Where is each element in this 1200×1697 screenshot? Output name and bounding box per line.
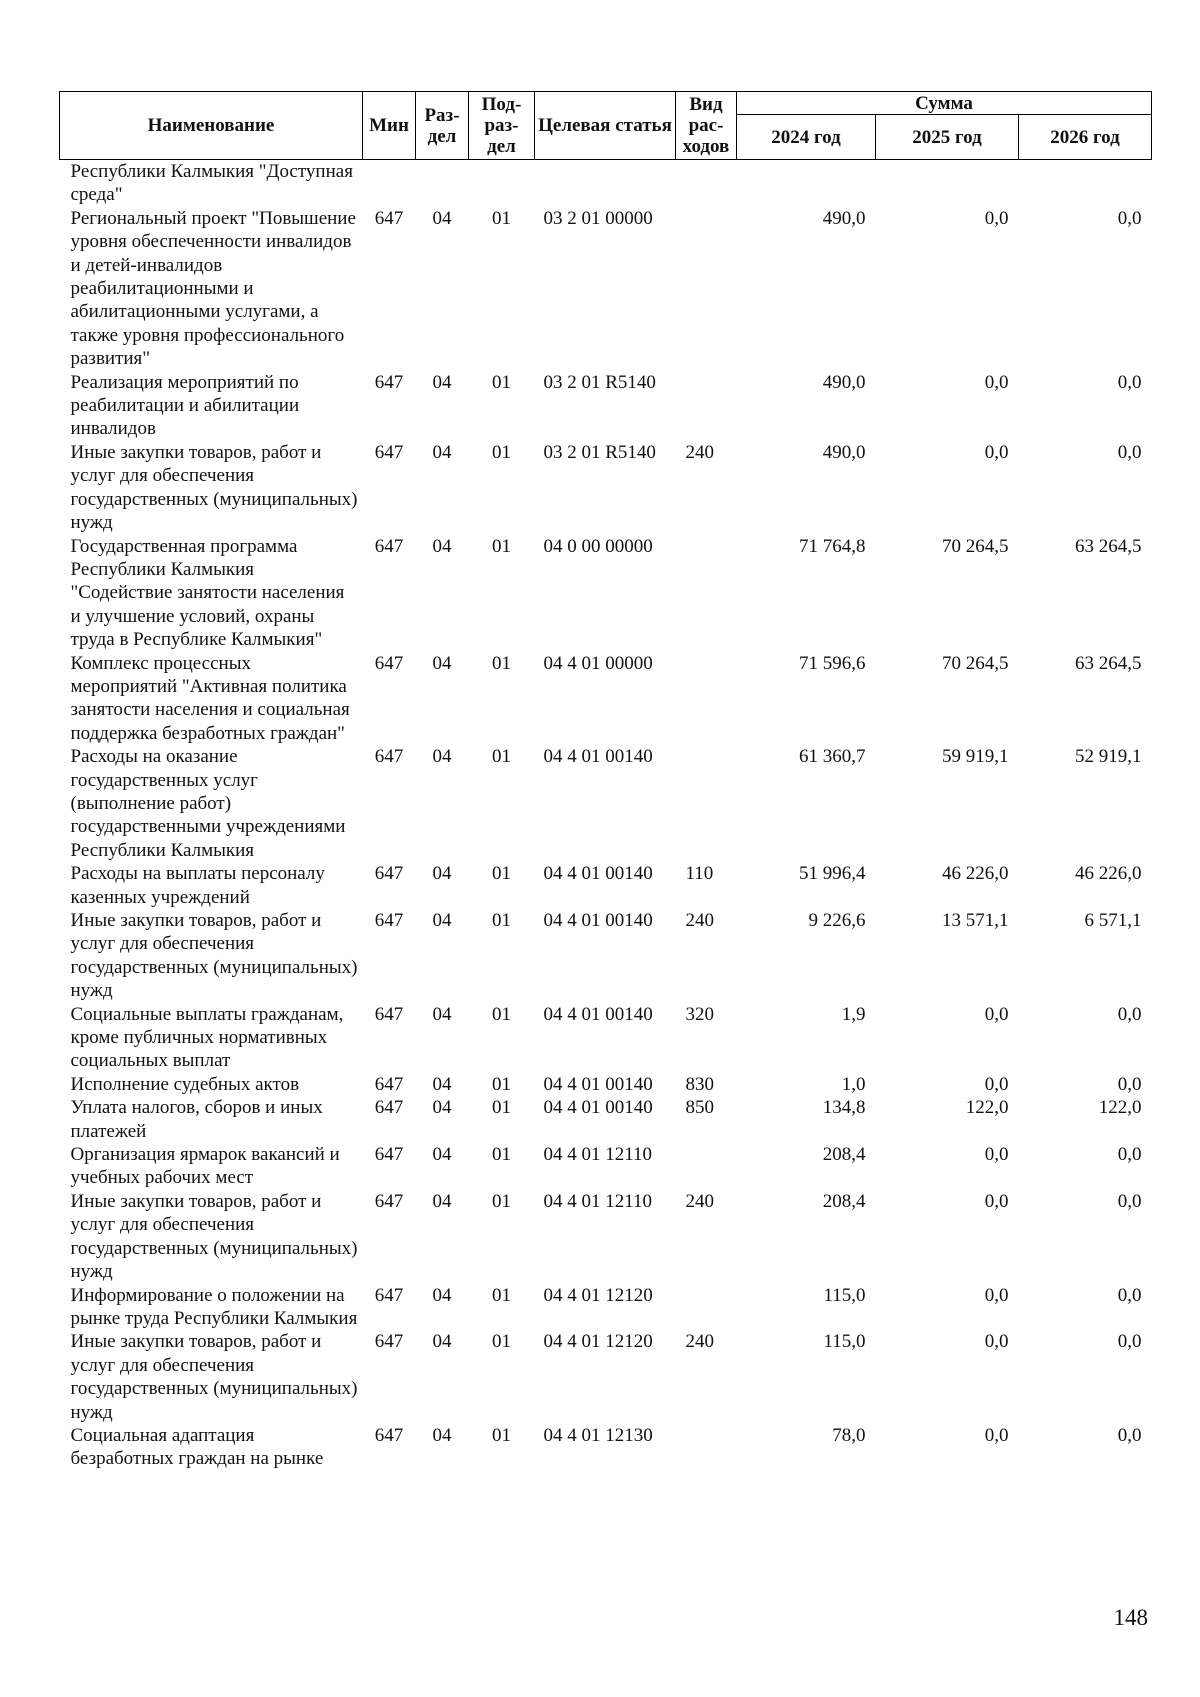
table-row bbox=[60, 160, 1152, 207]
cell-min: 647 bbox=[374, 535, 404, 557]
cell-min: 647 bbox=[374, 1284, 404, 1306]
cell-celevaya: 04 4 01 12130 bbox=[543, 1424, 653, 1446]
cell-name: Республики Калмыкия "Доступная среда" bbox=[70, 161, 353, 206]
table-row bbox=[60, 1424, 1152, 1471]
cell-2025: 13 571,1 bbox=[942, 910, 1009, 931]
cell-vid: 240 bbox=[685, 1331, 714, 1353]
table-row bbox=[60, 862, 1152, 909]
cell-2026: 46 226,0 bbox=[1075, 863, 1142, 885]
header-summa: Сумма bbox=[737, 92, 1152, 115]
cell-name: Расходы на оказание государственных услуг (выполнение работ) государственными учреждениями Республики Калмыкия bbox=[70, 746, 346, 861]
table-row bbox=[60, 1073, 1152, 1096]
cell-vid: 830 bbox=[685, 1073, 714, 1095]
cell-celevaya: 03 2 01 R5140 bbox=[543, 441, 656, 463]
cell-2024: 61 360,7 bbox=[799, 746, 866, 768]
cell-vid bbox=[676, 371, 737, 441]
cell-podrazdel: 01 bbox=[492, 910, 511, 931]
cell-2026: 63 264,5 bbox=[1075, 535, 1142, 557]
table-row bbox=[60, 535, 1152, 652]
cell-2026: 6 571,1 bbox=[1084, 910, 1142, 931]
cell-razdel: 04 bbox=[432, 652, 452, 674]
cell-min: 647 bbox=[374, 1424, 404, 1446]
cell-vid bbox=[676, 207, 737, 371]
table-row bbox=[60, 1330, 1152, 1424]
cell-vid bbox=[676, 652, 737, 746]
cell-2026: 0,0 bbox=[1117, 441, 1142, 463]
budget-table bbox=[59, 91, 1152, 1471]
header-name: Наименование bbox=[60, 92, 363, 160]
cell-podrazdel: 01 bbox=[492, 863, 511, 885]
cell-2024: 71 764,8 bbox=[799, 535, 866, 557]
cell-name: Региональный проект "Повышение уровня обеспеченности инвалидов и детей-инвалидов реабилитационными и абилитационными услугами, а также уровня профессионального развития" bbox=[70, 207, 356, 370]
cell-name: Социальные выплаты гражданам, кроме публичных нормативных социальных выплат bbox=[70, 1003, 344, 1072]
cell-podrazdel: 01 bbox=[492, 746, 511, 768]
cell-celevaya: 04 4 01 12110 bbox=[543, 1144, 653, 1166]
cell-celevaya: 04 4 01 12120 bbox=[543, 1284, 653, 1306]
cell-podrazdel bbox=[469, 160, 535, 207]
cell-podrazdel: 01 bbox=[492, 1073, 511, 1095]
table-row bbox=[60, 1143, 1152, 1190]
cell-2025: 0,0 bbox=[984, 1190, 1009, 1212]
cell-celevaya: 04 4 01 00140 bbox=[543, 1003, 653, 1025]
cell-2024 bbox=[737, 160, 876, 207]
cell-2025: 122,0 bbox=[965, 1097, 1009, 1119]
cell-min: 647 bbox=[374, 1097, 404, 1119]
cell-2025: 0,0 bbox=[984, 371, 1009, 393]
table-body bbox=[60, 160, 1152, 1471]
cell-2024: 208,4 bbox=[822, 1190, 866, 1212]
cell-min: 647 bbox=[374, 207, 404, 229]
cell-razdel: 04 bbox=[432, 1190, 452, 1212]
cell-2025: 0,0 bbox=[984, 1331, 1009, 1353]
cell-2024: 490,0 bbox=[822, 207, 866, 229]
cell-celevaya: 04 4 01 12110 bbox=[543, 1190, 653, 1212]
cell-2024: 71 596,6 bbox=[799, 652, 866, 674]
table-row bbox=[60, 1096, 1152, 1143]
cell-min: 647 bbox=[374, 1073, 404, 1095]
cell-min: 647 bbox=[374, 1190, 404, 1212]
cell-2024: 115,0 bbox=[823, 1284, 866, 1306]
cell-razdel: 04 bbox=[432, 207, 452, 229]
cell-2025: 70 264,5 bbox=[942, 535, 1009, 557]
cell-2025 bbox=[876, 160, 1019, 207]
cell-min: 647 bbox=[374, 746, 404, 768]
header-razdel: Раз- дел bbox=[416, 92, 469, 160]
cell-podrazdel: 01 bbox=[492, 1190, 511, 1212]
cell-min: 647 bbox=[374, 371, 404, 393]
cell-celevaya: 04 4 01 00140 bbox=[543, 1097, 653, 1119]
cell-podrazdel: 01 bbox=[492, 1331, 511, 1353]
cell-celevaya: 04 4 01 00140 bbox=[543, 910, 653, 931]
header-celevaya: Целевая статья bbox=[535, 92, 676, 160]
cell-name: Иные закупки товаров, работ и услуг для обеспечения государственных (муниципальных) нужд bbox=[70, 1331, 358, 1423]
cell-min: 647 bbox=[374, 1144, 404, 1166]
cell-2026: 63 264,5 bbox=[1075, 652, 1142, 674]
cell-2025: 0,0 bbox=[984, 1144, 1009, 1166]
cell-podrazdel: 01 bbox=[492, 1144, 511, 1166]
cell-name: Уплата налогов, сборов и иных платежей bbox=[70, 1097, 323, 1142]
cell-2024: 9 226,6 bbox=[808, 910, 866, 931]
cell-2025: 0,0 bbox=[984, 441, 1009, 463]
cell-vid bbox=[676, 160, 737, 207]
cell-podrazdel: 01 bbox=[492, 1097, 511, 1119]
cell-vid bbox=[676, 1284, 737, 1331]
cell-2026: 0,0 bbox=[1117, 1190, 1142, 1212]
cell-2026: 122,0 bbox=[1098, 1097, 1142, 1119]
cell-podrazdel: 01 bbox=[492, 1424, 511, 1446]
table-row bbox=[60, 745, 1152, 862]
cell-celevaya: 03 2 01 00000 bbox=[543, 207, 653, 229]
cell-name: Организация ярмарок вакансий и учебных рабочих мест bbox=[70, 1144, 340, 1189]
cell-razdel: 04 bbox=[432, 746, 452, 768]
cell-celevaya: 04 4 01 00140 bbox=[543, 863, 653, 885]
cell-2026: 0,0 bbox=[1117, 371, 1142, 393]
cell-razdel bbox=[416, 160, 469, 207]
cell-razdel: 04 bbox=[432, 910, 452, 931]
table-row bbox=[60, 1003, 1152, 1073]
cell-2024: 490,0 bbox=[822, 371, 866, 393]
cell-2024: 490,0 bbox=[822, 441, 866, 463]
cell-name: Иные закупки товаров, работ и услуг для обеспечения государственных (муниципальных) нужд bbox=[70, 910, 358, 1002]
header-year-2024: 2024 год bbox=[737, 115, 876, 160]
cell-razdel: 04 bbox=[432, 1424, 452, 1446]
cell-razdel: 04 bbox=[432, 371, 452, 393]
cell-2025: 46 226,0 bbox=[942, 863, 1009, 885]
cell-razdel: 04 bbox=[432, 1331, 452, 1353]
cell-podrazdel: 01 bbox=[492, 207, 511, 229]
cell-podrazdel: 01 bbox=[492, 1284, 511, 1306]
cell-2025: 0,0 bbox=[984, 1003, 1009, 1025]
cell-name: Иные закупки товаров, работ и услуг для обеспечения государственных (муниципальных) нужд bbox=[70, 1190, 358, 1283]
cell-razdel: 04 bbox=[432, 1097, 452, 1119]
cell-razdel: 04 bbox=[432, 863, 452, 885]
cell-podrazdel: 01 bbox=[492, 1003, 511, 1025]
cell-2024: 51 996,4 bbox=[799, 863, 866, 885]
table-row bbox=[60, 909, 1152, 1003]
cell-razdel: 04 bbox=[432, 535, 452, 557]
cell-celevaya: 04 4 01 00140 bbox=[543, 1073, 653, 1095]
cell-2025: 59 919,1 bbox=[942, 746, 1009, 768]
cell-name: Информирование о положении на рынке труда Республики Калмыкия bbox=[70, 1284, 358, 1329]
cell-razdel: 04 bbox=[432, 441, 452, 463]
cell-vid bbox=[676, 745, 737, 862]
cell-celevaya: 04 0 00 00000 bbox=[543, 535, 653, 557]
cell-vid: 240 bbox=[685, 1190, 714, 1212]
cell-2024: 208,4 bbox=[822, 1144, 866, 1166]
cell-2024: 1,0 bbox=[841, 1073, 866, 1095]
cell-min: 647 bbox=[374, 1003, 404, 1025]
cell-name: Иные закупки товаров, работ и услуг для обеспечения государственных (муниципальных) нужд bbox=[70, 441, 358, 534]
cell-vid bbox=[676, 1424, 737, 1471]
cell-2024: 134,8 bbox=[822, 1097, 866, 1119]
cell-2025: 0,0 bbox=[984, 1073, 1009, 1095]
cell-celevaya: 04 4 01 00140 bbox=[543, 746, 653, 768]
cell-2026: 0,0 bbox=[1117, 1424, 1142, 1446]
cell-2026: 0,0 bbox=[1117, 1073, 1142, 1095]
cell-vid: 320 bbox=[685, 1003, 714, 1025]
cell-vid bbox=[676, 535, 737, 652]
budget-table-page bbox=[59, 91, 1151, 1471]
cell-name: Расходы на выплаты персоналу казенных учреждений bbox=[70, 863, 325, 908]
header-vid: Вид рас- ходов bbox=[676, 92, 737, 160]
cell-min: 647 bbox=[374, 441, 404, 463]
cell-celevaya bbox=[535, 160, 676, 207]
cell-vid: 110 bbox=[685, 863, 714, 885]
cell-vid: 850 bbox=[685, 1097, 714, 1119]
cell-vid bbox=[676, 1143, 737, 1190]
cell-vid: 240 bbox=[685, 441, 714, 463]
cell-celevaya: 04 4 01 12120 bbox=[543, 1331, 653, 1353]
cell-2026: 0,0 bbox=[1117, 207, 1142, 229]
cell-min bbox=[363, 160, 416, 207]
header-year-2026: 2026 год bbox=[1019, 115, 1152, 160]
cell-2026: 0,0 bbox=[1117, 1284, 1142, 1306]
cell-2025: 0,0 bbox=[984, 1284, 1009, 1306]
cell-name: Комплекс процессных мероприятий "Активная политика занятости населения и социальная поддержка безработных граждан" bbox=[70, 652, 350, 744]
cell-razdel: 04 bbox=[432, 1003, 452, 1025]
cell-razdel: 04 bbox=[432, 1144, 452, 1166]
table-row bbox=[60, 371, 1152, 441]
header-min: Мин bbox=[363, 92, 416, 160]
cell-podrazdel: 01 bbox=[492, 535, 511, 557]
table-header bbox=[60, 92, 1152, 160]
header-podrazdel: Под- раз- дел bbox=[469, 92, 535, 160]
cell-2024: 78,0 bbox=[832, 1424, 866, 1446]
page-number: 148 bbox=[1113, 1605, 1148, 1630]
cell-2025: 70 264,5 bbox=[942, 652, 1009, 674]
table-row bbox=[60, 1190, 1152, 1284]
cell-name: Реализация мероприятий по реабилитации и абилитации инвалидов bbox=[70, 371, 300, 440]
cell-min: 647 bbox=[374, 1331, 404, 1353]
cell-razdel: 04 bbox=[432, 1073, 452, 1095]
cell-name: Исполнение судебных актов bbox=[70, 1073, 300, 1095]
cell-name: Государственная программа Республики Калмыкия "Содействие занятости населения и улучшение условий, охраны труда в Республике Калмыкия" bbox=[70, 535, 345, 651]
cell-min: 647 bbox=[374, 652, 404, 674]
header-year-2025: 2025 год bbox=[876, 115, 1019, 160]
cell-razdel: 04 bbox=[432, 1284, 452, 1306]
table-row bbox=[60, 441, 1152, 535]
cell-vid: 240 bbox=[685, 910, 714, 931]
cell-name: Социальная адаптация безработных граждан на рынке bbox=[70, 1424, 324, 1470]
cell-min: 647 bbox=[374, 863, 404, 885]
cell-min: 647 bbox=[374, 910, 404, 931]
cell-podrazdel: 01 bbox=[492, 371, 511, 393]
table-row bbox=[60, 1284, 1152, 1331]
cell-2026: 0,0 bbox=[1117, 1003, 1142, 1025]
cell-2026: 0,0 bbox=[1117, 1144, 1142, 1166]
cell-podrazdel: 01 bbox=[492, 441, 511, 463]
cell-2025: 0,0 bbox=[984, 1424, 1009, 1446]
cell-2024: 1,9 bbox=[841, 1003, 866, 1025]
cell-podrazdel: 01 bbox=[492, 652, 511, 674]
cell-2025: 0,0 bbox=[984, 207, 1009, 229]
cell-2026 bbox=[1019, 160, 1152, 207]
cell-2026: 52 919,1 bbox=[1075, 746, 1142, 768]
cell-celevaya: 04 4 01 00000 bbox=[543, 652, 653, 674]
table-row bbox=[60, 207, 1152, 371]
cell-2026: 0,0 bbox=[1117, 1331, 1142, 1353]
cell-2024: 115,0 bbox=[823, 1331, 866, 1353]
table-row bbox=[60, 652, 1152, 746]
cell-celevaya: 03 2 01 R5140 bbox=[543, 371, 656, 393]
